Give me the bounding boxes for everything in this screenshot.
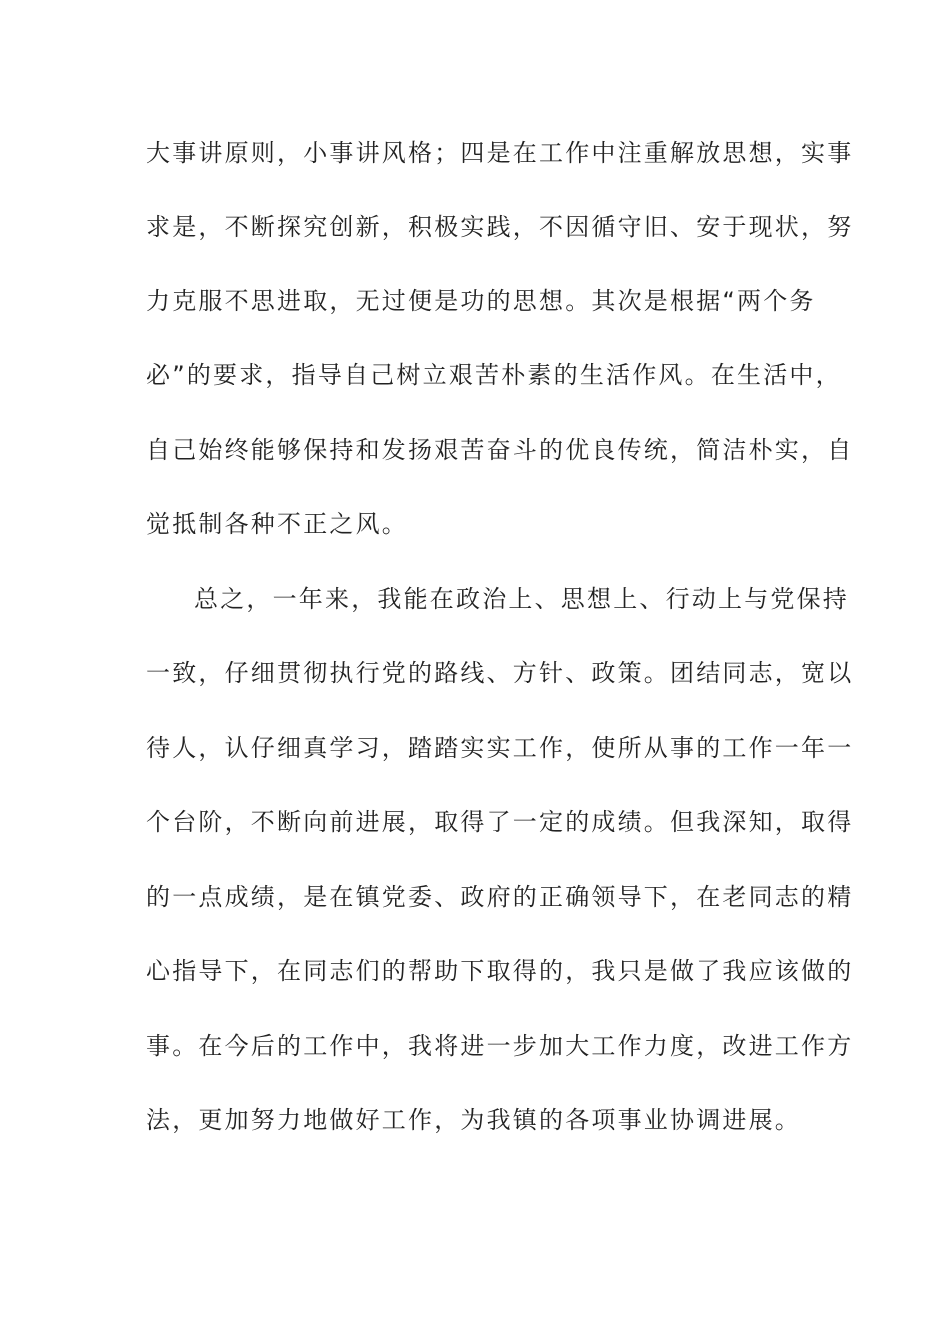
text-line: 求是，不断探究创新，积极实践，不因循守旧、安于现状，努 [146, 213, 854, 241]
text-line: 觉抵制各种不正之风。 [146, 510, 408, 538]
text-line: 力克服不思进取，无过便是功的思想。其次是根据“两个务 [146, 287, 816, 315]
text-line: 事。在今后的工作中，我将进一步加大工作力度，改进工作方 [146, 1032, 854, 1060]
text-line: 法，更加努力地做好工作，为我镇的各项事业协调进展。 [146, 1106, 801, 1134]
text-line: 个台阶，不断向前进展，取得了一定的成绩。但我深知，取得 [146, 808, 854, 836]
text-line: 的一点成绩，是在镇党委、政府的正确领导下，在老同志的精 [146, 883, 854, 911]
text-line: 大事讲原则，小事讲风格；四是在工作中注重解放思想，实事 [146, 139, 854, 167]
text-line: 心指导下，在同志们的帮助下取得的，我只是做了我应该做的 [146, 957, 854, 985]
text-line: 必”的要求，指导自己树立艰苦朴素的生活作风。在生活中， [146, 361, 842, 389]
paragraph-first-line: 总之，一年来，我能在政治上、思想上、行动上与党保持 [194, 585, 849, 613]
text-line: 一致，仔细贯彻执行党的路线、方针、政策。团结同志，宽以 [146, 659, 854, 687]
text-line: 待人，认仔细真学习，踏踏实实工作，使所从事的工作一年一 [146, 734, 854, 762]
text-line: 自己始终能够保持和发扬艰苦奋斗的优良传统，简洁朴实，自 [146, 436, 854, 464]
